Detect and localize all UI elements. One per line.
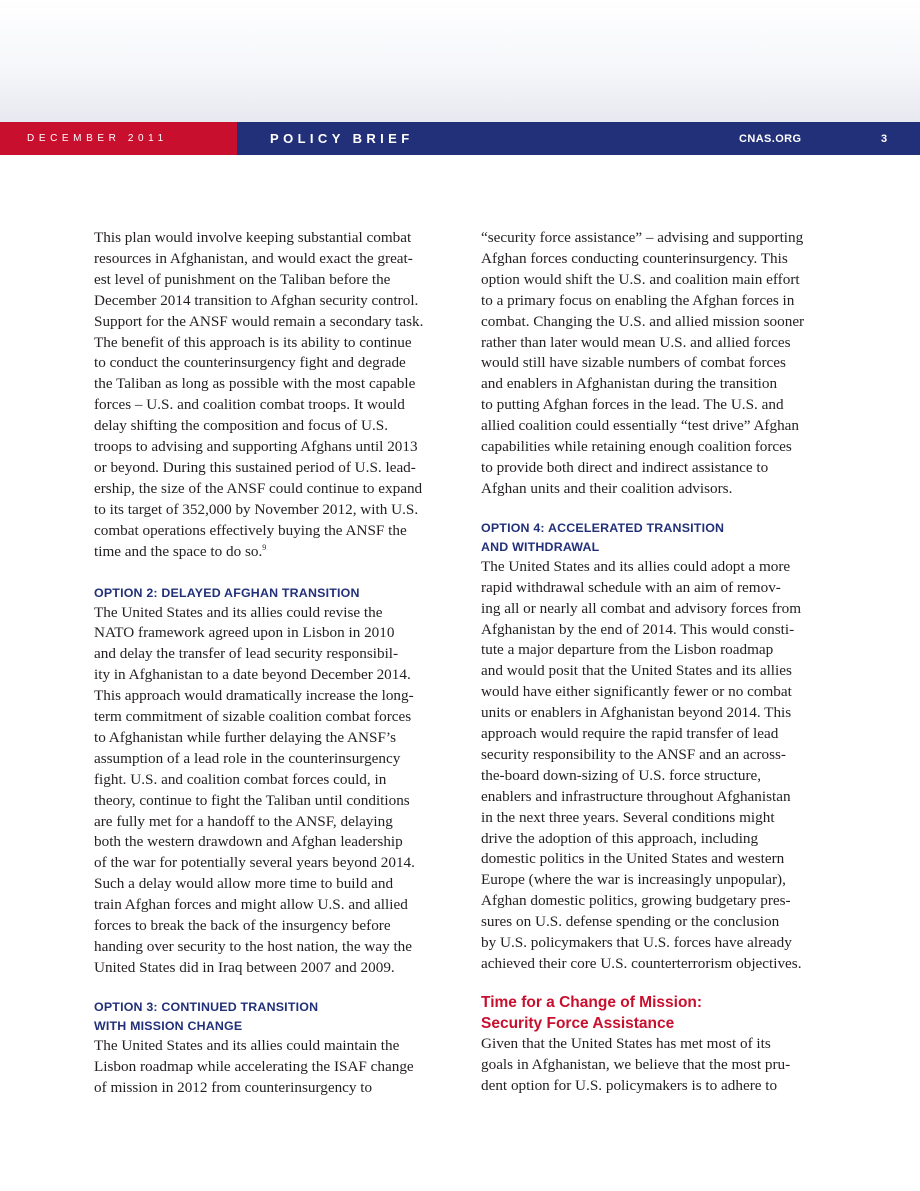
text-line: or beyond. During this sustained period of U.S. lead-: [94, 458, 416, 476]
text-line: dent option for U.S. policymakers is to adhere to: [481, 1076, 778, 1094]
paragraph-change-of-mission: [481, 1034, 831, 1097]
text-line: to provide both direct and indirect assistance to: [481, 458, 769, 476]
text-line: units or enablers in Afghanistan beyond 2014. This: [481, 704, 792, 722]
text-line: both the western drawdown and Afghan leadership: [94, 833, 403, 851]
text-line: December 2014 transition to Afghan security control.: [94, 291, 419, 309]
text-line: goals in Afghanistan, we believe that the most pru-: [481, 1055, 791, 1073]
text-line: Afghanistan by the end of 2014. This would consti-: [481, 620, 795, 638]
text-line: enablers and infrastructure throughout Afghanistan: [481, 787, 791, 805]
text-line: to a primary focus on enabling the Afghan forces in: [481, 291, 795, 309]
text-line: This plan would involve keeping substantial combat: [94, 229, 412, 246]
text-line: and enablers in Afghanistan during the transition: [481, 375, 778, 393]
text-line: domestic politics in the United States and western: [481, 850, 785, 868]
paragraph-option3-continued: [481, 228, 831, 500]
text-line: delay shifting the composition and focus of U.S.: [94, 417, 389, 435]
heading-line: OPTION 3: CONTINUED TRANSITION: [94, 999, 319, 1014]
option4-heading: [481, 519, 831, 557]
text-line: Europe (where the war is increasingly unpopular),: [481, 871, 786, 889]
text-line: to conduct the counterinsurgency fight and degrade: [94, 354, 406, 372]
header-title: POLICY BRIEF: [270, 131, 414, 146]
header-title-block: [237, 122, 920, 155]
paragraph-option1-continued: [94, 228, 444, 563]
header-date: DECEMBER 2011: [27, 133, 168, 144]
option3-heading: [94, 998, 444, 1036]
text-line: The benefit of this approach is its ability to continue: [94, 333, 412, 351]
text-line: would have either significantly fewer or no combat: [481, 683, 792, 701]
top-gradient-band: [0, 0, 920, 122]
right-column: [481, 228, 831, 1097]
heading-line: Security Force Assistance: [481, 1014, 675, 1032]
text-line: and would posit that the United States and its allies: [481, 662, 792, 680]
header-site: CNAS.ORG: [739, 133, 802, 145]
option2-heading: OPTION 2: DELAYED AFGHAN TRANSITION: [94, 585, 360, 600]
text-line: ing all or nearly all combat and advisory forces from: [481, 599, 802, 617]
heading-line: Time for a Change of Mission:: [481, 993, 703, 1011]
text-line: achieved their core U.S. counterterrorism objectives.: [481, 955, 802, 972]
paragraph-option4: [481, 557, 831, 975]
running-header: [0, 122, 920, 155]
paragraph-option2: [94, 603, 444, 979]
left-column: [94, 228, 444, 1099]
text-line: tute a major departure from the Lisbon roadmap: [481, 641, 774, 659]
text-line: assumption of a lead role in the counterinsurgency: [94, 749, 401, 767]
text-line: the Taliban as long as possible with the most capable: [94, 375, 416, 393]
text-line: Afghan units and their coalition advisors.: [481, 479, 733, 497]
text-line: The United States and its allies could adopt a more: [481, 557, 791, 575]
text-line: handing over security to the host nation, the way the: [94, 938, 413, 955]
text-line: troops to advising and supporting Afghans until 2013: [94, 438, 418, 456]
paragraph-option3: [94, 1036, 444, 1099]
text-line: Afghan forces conducting counterinsurgency. This: [481, 249, 788, 267]
text-line: NATO framework agreed upon in Lisbon in 2010: [94, 624, 395, 642]
text-line: to its target of 352,000 by November 2012, with U.S.: [94, 500, 419, 518]
text-line: allied coalition could essentially “test drive” Afghan: [481, 417, 799, 435]
text-line: of the war for potentially several years beyond 2014.: [94, 854, 415, 872]
text-line: ership, the size of the ANSF could continue to expand: [94, 479, 423, 497]
text-line: are fully met for a handoff to the ANSF, delaying: [94, 812, 393, 830]
text-line: of mission in 2012 from counterinsurgency to: [94, 1078, 373, 1096]
text-line: capabilities while retaining enough coalition forces: [481, 438, 792, 456]
text-line: train Afghan forces and might allow U.S. and allied: [94, 896, 408, 914]
text-line: Lisbon roadmap while accelerating the ISAF change: [94, 1057, 414, 1075]
text-line: rapid withdrawal schedule with an aim of remov-: [481, 578, 781, 596]
text-line: to Afghanistan while further delaying the ANSF’s: [94, 728, 397, 746]
text-line: Given that the United States has met most of its: [481, 1034, 771, 1052]
text-line: Such a delay would allow more time to build and: [94, 875, 394, 893]
header-date-block: [0, 122, 237, 155]
text-line: would still have sizable numbers of combat forces: [481, 354, 786, 372]
text-line: and delay the transfer of lead security responsibil-: [94, 645, 399, 663]
text-line: This approach would dramatically increase the long-: [94, 687, 414, 705]
text-line: “security force assistance” – advising and supporting: [481, 229, 804, 246]
text-line: by U.S. policymakers that U.S. forces have already: [481, 934, 792, 952]
text-line: combat operations effectively buying the ANSF the: [94, 521, 407, 539]
text-line: rather than later would mean U.S. and allied forces: [481, 333, 791, 351]
text-line: forces to break the back of the insurgency before: [94, 917, 391, 935]
text-line: drive the adoption of this approach, including: [481, 829, 759, 847]
text-line: combat. Changing the U.S. and allied mission sooner: [481, 312, 805, 330]
heading-line: OPTION 4: ACCELERATED TRANSITION: [481, 520, 725, 535]
text-line: ity in Afghanistan to a date beyond December 2014.: [94, 666, 411, 684]
text-line: est level of punishment on the Taliban before the: [94, 270, 391, 288]
text-line: to putting Afghan forces in the lead. The U.S. and: [481, 396, 784, 414]
text-line: Afghan domestic politics, growing budgetary pres-: [481, 892, 791, 910]
page-number: 3: [881, 133, 888, 145]
text-line: option would shift the U.S. and coalition main effort: [481, 270, 800, 288]
text-line: sures on U.S. defense spending or the conclusion: [481, 913, 780, 931]
text-line: time and the space to do so.: [94, 542, 263, 560]
text-line: forces – U.S. and coalition combat troops. It would: [94, 396, 405, 414]
text-line: The United States and its allies could maintain the: [94, 1036, 400, 1054]
text-line: the-board down-sizing of U.S. force structure,: [481, 766, 762, 784]
text-line: resources in Afghanistan, and would exact the great-: [94, 249, 413, 267]
text-line: Support for the ANSF would remain a secondary task.: [94, 312, 424, 330]
text-line: The United States and its allies could revise the: [94, 603, 383, 621]
footnote-marker: 9: [262, 542, 267, 552]
text-line: United States did in Iraq between 2007 and 2009.: [94, 958, 395, 976]
text-line: fight. U.S. and coalition combat forces could, in: [94, 770, 387, 788]
text-line: approach would require the rapid transfer of lead: [481, 725, 779, 743]
heading-line: AND WITHDRAWAL: [481, 539, 600, 554]
section-heading: [481, 992, 831, 1034]
text-line: security responsibility to the ANSF and an across-: [481, 745, 786, 763]
text-line: in the next three years. Several conditions might: [481, 808, 775, 826]
text-line: term commitment of sizable coalition combat forces: [94, 708, 412, 726]
text-line: theory, continue to fight the Taliban until conditions: [94, 791, 410, 809]
text-line-with-footnote: [94, 542, 444, 563]
heading-line: WITH MISSION CHANGE: [94, 1018, 243, 1033]
